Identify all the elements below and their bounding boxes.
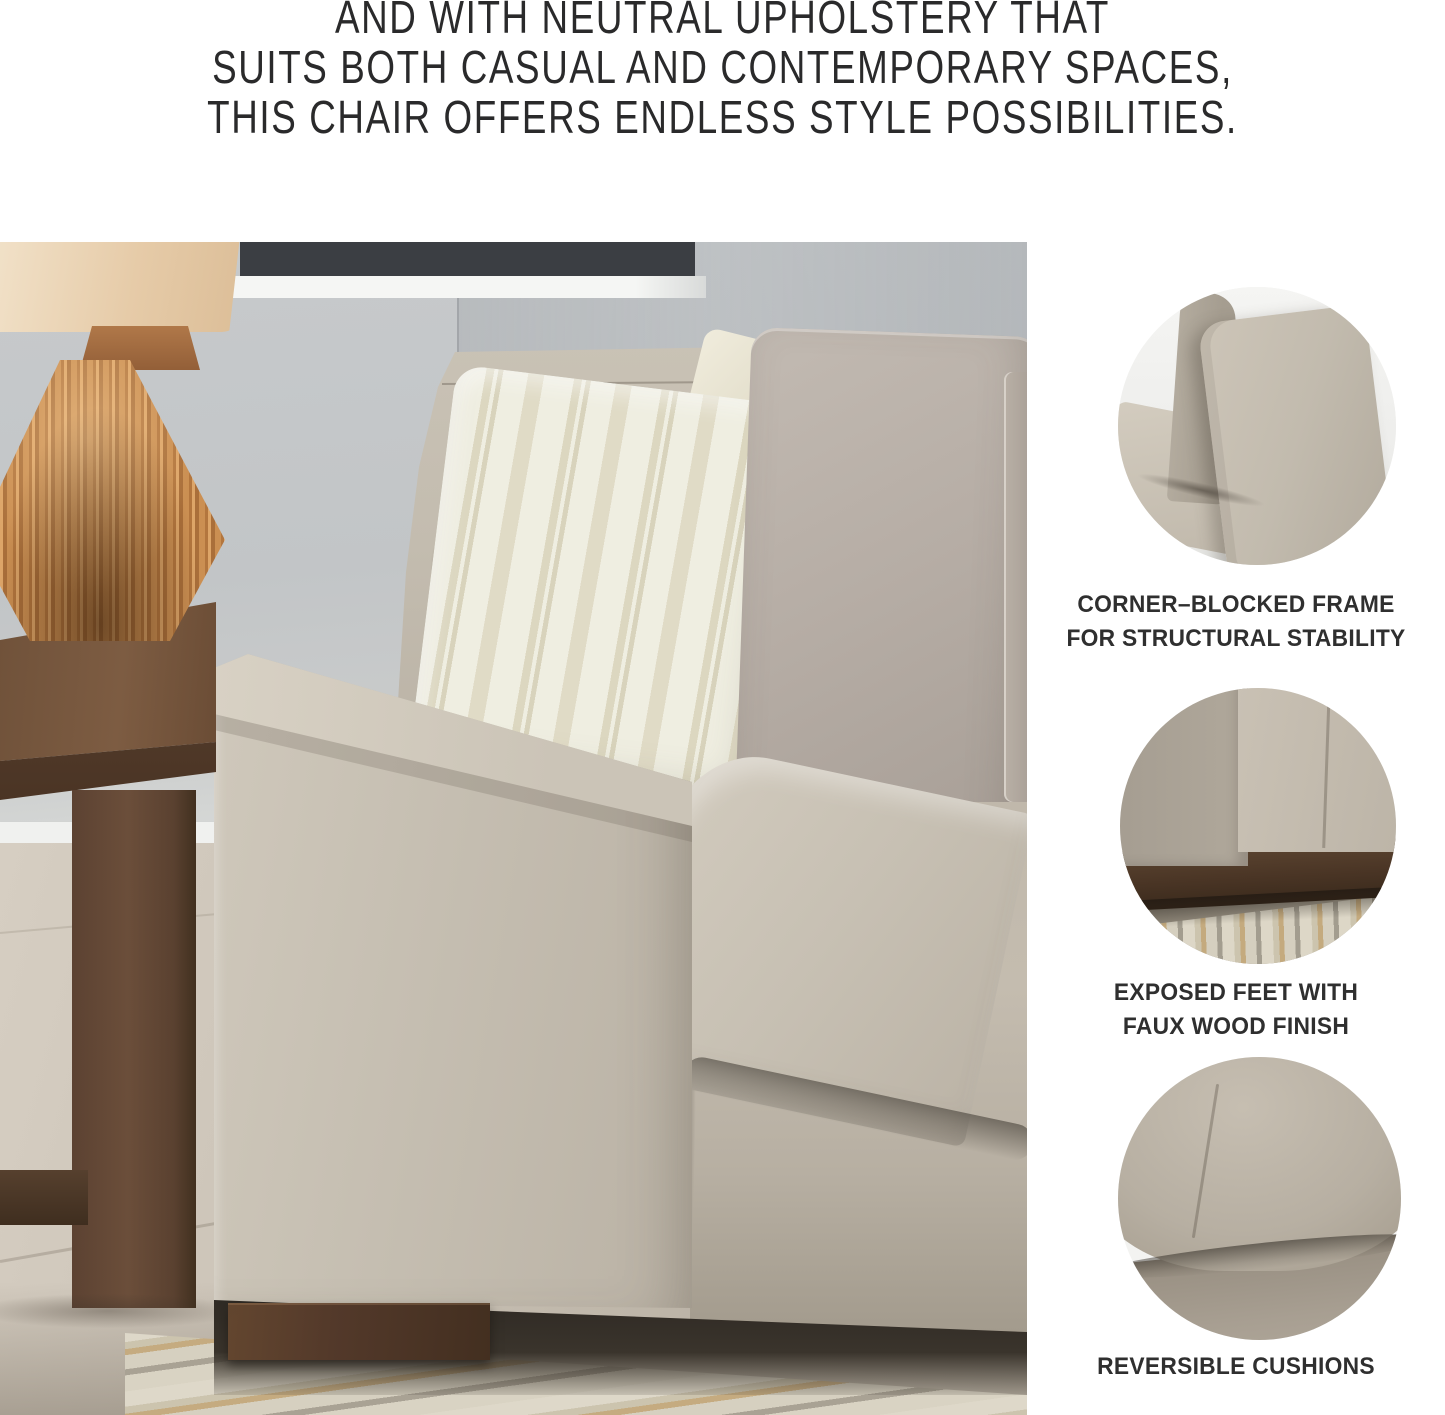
lifestyle-photo [0, 242, 1027, 1415]
heading-line-1: AND WITH NEUTRAL UPHOLSTERY THAT [334, 0, 1111, 43]
right-pillow-edge [1004, 372, 1027, 802]
faux-wood-foot [228, 1303, 490, 1360]
table-floor-shadow [0, 1294, 240, 1328]
caption-line: REVERSIBLE CUSHIONS [1097, 1353, 1375, 1380]
caption-line: CORNER–BLOCKED FRAME [1077, 591, 1395, 618]
rattan-lamp-body [0, 360, 225, 641]
heading [145, 0, 1301, 142]
caption-line: EXPOSED FEET WITH [1113, 979, 1359, 1006]
table-stretcher [0, 1170, 88, 1225]
caption-exposed-feet [1037, 976, 1434, 1044]
callout-photo-reversible-cushions [1118, 1057, 1401, 1340]
callout-photo-corner-blocked-frame [1118, 287, 1396, 565]
heading-line-2: SUITS BOTH CASUAL AND CONTEMPORARY SPACES, [212, 41, 1233, 93]
caption-line: FOR STRUCTURAL STABILITY [1066, 625, 1406, 652]
sofa-corner-right-face [1238, 688, 1396, 852]
caption-corner-blocked-frame [1037, 588, 1434, 656]
heading-line-3: THIS CHAIR OFFERS ENDLESS STYLE POSSIBILITIES. [207, 91, 1238, 143]
window-frame [240, 242, 695, 276]
caption-reversible-cushions [1037, 1350, 1434, 1384]
callout-photo-exposed-feet [1120, 688, 1396, 964]
caption-line: FAUX WOOD FINISH [1122, 1013, 1350, 1040]
sofa-corner-left-face [1120, 688, 1248, 866]
lamp-shade [0, 242, 240, 332]
table-leg [72, 790, 196, 1308]
chair-side-panel [1198, 304, 1395, 565]
